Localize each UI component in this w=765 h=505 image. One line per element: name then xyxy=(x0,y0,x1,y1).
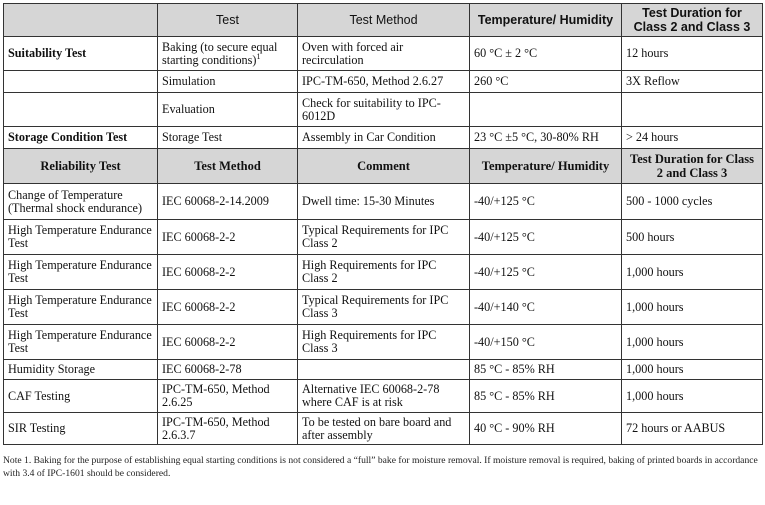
cell-method: IEC 60068-2-14.2009 xyxy=(158,184,298,220)
header-row-reliability xyxy=(4,149,763,184)
cell-test: Humidity Storage xyxy=(4,360,158,380)
table-row xyxy=(4,325,763,360)
suitability-row-baking xyxy=(4,37,763,71)
table-row xyxy=(4,290,763,325)
header-test: Test xyxy=(158,4,298,37)
header-temperature-humidity: Temperature/ Humidity xyxy=(470,4,622,37)
cell-temp: -40/+150 °C xyxy=(470,325,622,360)
table-row xyxy=(4,220,763,255)
cell-method: IEC 60068-2-2 xyxy=(158,325,298,360)
cell-test: Simulation xyxy=(158,71,298,93)
document xyxy=(3,3,762,445)
header-comment: Comment xyxy=(298,149,470,184)
cell-comment: High Requirements for IPC Class 2 xyxy=(298,255,470,290)
cell-comment: Typical Requirements for IPC Class 2 xyxy=(298,220,470,255)
cell-duration: 1,000 hours xyxy=(622,380,763,413)
storage-row xyxy=(4,127,763,149)
cell-comment: Dwell time: 15-30 Minutes xyxy=(298,184,470,220)
cell-method: Oven with forced air recirculation xyxy=(298,37,470,71)
cell-duration: 500 hours xyxy=(622,220,763,255)
cell-method: IPC-TM-650, Method 2.6.3.7 xyxy=(158,413,298,445)
cell-temp: -40/+125 °C xyxy=(470,220,622,255)
cell-test: High Temperature Endurance Test xyxy=(4,255,158,290)
cell-temp: -40/+125 °C xyxy=(470,255,622,290)
cell-comment xyxy=(298,360,470,380)
header-reliability-test: Reliability Test xyxy=(4,149,158,184)
cell-method: IEC 60068-2-2 xyxy=(158,220,298,255)
cell-method: Check for suitability to IPC-6012D xyxy=(298,93,470,127)
cell-test: High Temperature Endurance Test xyxy=(4,290,158,325)
table-row xyxy=(4,413,763,445)
header-test-duration-2: Test Duration for Class 2 and Class 3 xyxy=(622,149,763,184)
header-temperature-humidity-2: Temperature/ Humidity xyxy=(470,149,622,184)
cell-test: SIR Testing xyxy=(4,413,158,445)
cell-method: IPC-TM-650, Method 2.6.25 xyxy=(158,380,298,413)
storage-condition-label: Storage Condition Test xyxy=(4,127,158,149)
cell-duration: 1,000 hours xyxy=(622,255,763,290)
cell-comment: High Requirements for IPC Class 3 xyxy=(298,325,470,360)
cell-duration: 3X Reflow xyxy=(622,71,763,93)
cell-temp: 23 °C ±5 °C, 30-80% RH xyxy=(470,127,622,149)
table-footnote: Note 1. Baking for the purpose of establishing equal starting conditions is not considered a “full” bake for moisture removal. If moisture removal is required, baking of printed boards in accordance with 3.4 of IPC-1601 should be considered. xyxy=(3,455,758,479)
cell-duration: 1,000 hours xyxy=(622,360,763,380)
cell-comment: To be tested on bare board and after assembly xyxy=(298,413,470,445)
cell-test xyxy=(158,37,298,71)
cell-temp: -40/+125 °C xyxy=(470,184,622,220)
header-test-method: Test Method xyxy=(298,4,470,37)
cell-temp: 85 °C - 85% RH xyxy=(470,360,622,380)
cell-test: High Temperature Endurance Test xyxy=(4,220,158,255)
cell-empty xyxy=(4,93,158,127)
cell-test: Storage Test xyxy=(158,127,298,149)
suitability-test-label: Suitability Test xyxy=(4,37,158,71)
cell-method: IEC 60068-2-2 xyxy=(158,255,298,290)
cell-comment: Alternative IEC 60068-2-78 where CAF is at risk xyxy=(298,380,470,413)
header-test-duration: Test Duration for Class 2 and Class 3 xyxy=(622,4,763,37)
footnote-marker: 1 xyxy=(256,51,261,61)
cell-method: IEC 60068-2-2 xyxy=(158,290,298,325)
cell-comment: Typical Requirements for IPC Class 3 xyxy=(298,290,470,325)
cell-duration xyxy=(622,93,763,127)
table-row xyxy=(4,360,763,380)
cell-duration: 1,000 hours xyxy=(622,290,763,325)
cell-duration: 12 hours xyxy=(622,37,763,71)
cell-duration: 1,000 hours xyxy=(622,325,763,360)
header-row-top xyxy=(4,4,763,37)
cell-duration: > 24 hours xyxy=(622,127,763,149)
cell-test: CAF Testing xyxy=(4,380,158,413)
table-row xyxy=(4,380,763,413)
suitability-row-simulation xyxy=(4,71,763,93)
cell-temp: 260 °C xyxy=(470,71,622,93)
header-empty-cell xyxy=(4,4,158,37)
table-row xyxy=(4,255,763,290)
cell-temp xyxy=(470,93,622,127)
cell-test: Change of Temperature (Thermal shock endurance) xyxy=(4,184,158,220)
cell-empty xyxy=(4,71,158,93)
table-row xyxy=(4,184,763,220)
header-test-method-2: Test Method xyxy=(158,149,298,184)
cell-temp: 40 °C - 90% RH xyxy=(470,413,622,445)
baking-test-text: Baking (to secure equal starting conditions) xyxy=(162,39,278,67)
suitability-row-evaluation xyxy=(4,93,763,127)
cell-method: IPC-TM-650, Method 2.6.27 xyxy=(298,71,470,93)
cell-duration: 500 - 1000 cycles xyxy=(622,184,763,220)
cell-test: High Temperature Endurance Test xyxy=(4,325,158,360)
test-requirements-table xyxy=(3,3,763,445)
cell-duration: 72 hours or AABUS xyxy=(622,413,763,445)
cell-test: Evaluation xyxy=(158,93,298,127)
cell-temp: 60 °C ± 2 °C xyxy=(470,37,622,71)
cell-method: Assembly in Car Condition xyxy=(298,127,470,149)
cell-method: IEC 60068-2-78 xyxy=(158,360,298,380)
cell-temp: -40/+140 °C xyxy=(470,290,622,325)
cell-temp: 85 °C - 85% RH xyxy=(470,380,622,413)
